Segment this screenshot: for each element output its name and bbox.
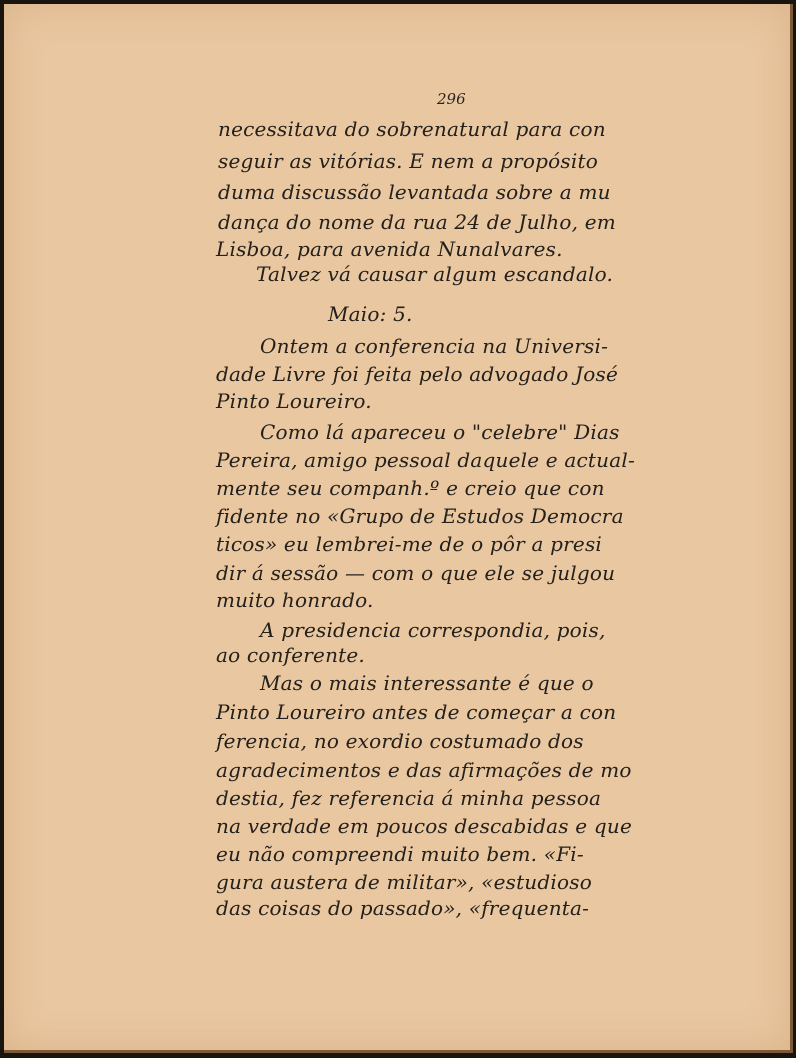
text-line: eu não compreendi muito bem. «Fi-	[216, 842, 584, 866]
text-line: duma discussão levantada sobre a mu	[218, 180, 611, 204]
text-line: A presidencia correspondia, pois,	[260, 618, 606, 642]
text-line: gura austera de militar», «estudioso	[216, 870, 592, 894]
text-line: Pinto Loureiro.	[216, 389, 372, 413]
text-line: Ontem a conferencia na Universi-	[260, 334, 609, 358]
text-line: Mas o mais interessante é que o	[260, 671, 594, 695]
text-line: das coisas do passado», «frequenta-	[216, 896, 590, 920]
text-line: Talvez vá causar algum escandalo.	[256, 262, 614, 286]
text-line: Lisboa, para avenida Nunalvares.	[216, 237, 563, 261]
text-line: dir á sessão — com o que ele se julgou	[216, 561, 616, 585]
text-line: destia, fez referencia á minha pessoa	[216, 786, 602, 810]
text-line: mente seu companh.º e creio que con	[216, 476, 605, 500]
text-line: ticos» eu lembrei-me de o pôr a presi	[216, 532, 603, 556]
text-line: Pinto Loureiro antes de começar a con	[216, 700, 617, 724]
notebook-page	[4, 4, 793, 1053]
text-line: necessitava do sobrenatural para con	[218, 117, 606, 141]
text-line: dade Livre foi feita pelo advogado José	[216, 362, 618, 386]
text-line: Como lá apareceu o "celebre" Dias	[260, 420, 620, 444]
section-date-heading: Maio: 5.	[328, 302, 413, 326]
text-line: ferencia, no exordio costumado dos	[216, 729, 584, 753]
text-line: ao conferente.	[216, 643, 365, 667]
text-line: agradecimentos e das afirmações de mo	[216, 758, 632, 782]
text-line: dança do nome da rua 24 de Julho, em	[218, 210, 616, 234]
text-line: fidente no «Grupo de Estudos Democra	[216, 504, 624, 528]
text-line: muito honrado.	[216, 588, 374, 612]
text-line: Pereira, amigo pessoal daquele e actual-	[216, 448, 635, 472]
text-line: seguir as vitórias. E nem a propósito	[218, 149, 598, 173]
page-number: 296	[437, 90, 466, 108]
text-line: na verdade em poucos descabidas e que	[216, 814, 633, 838]
